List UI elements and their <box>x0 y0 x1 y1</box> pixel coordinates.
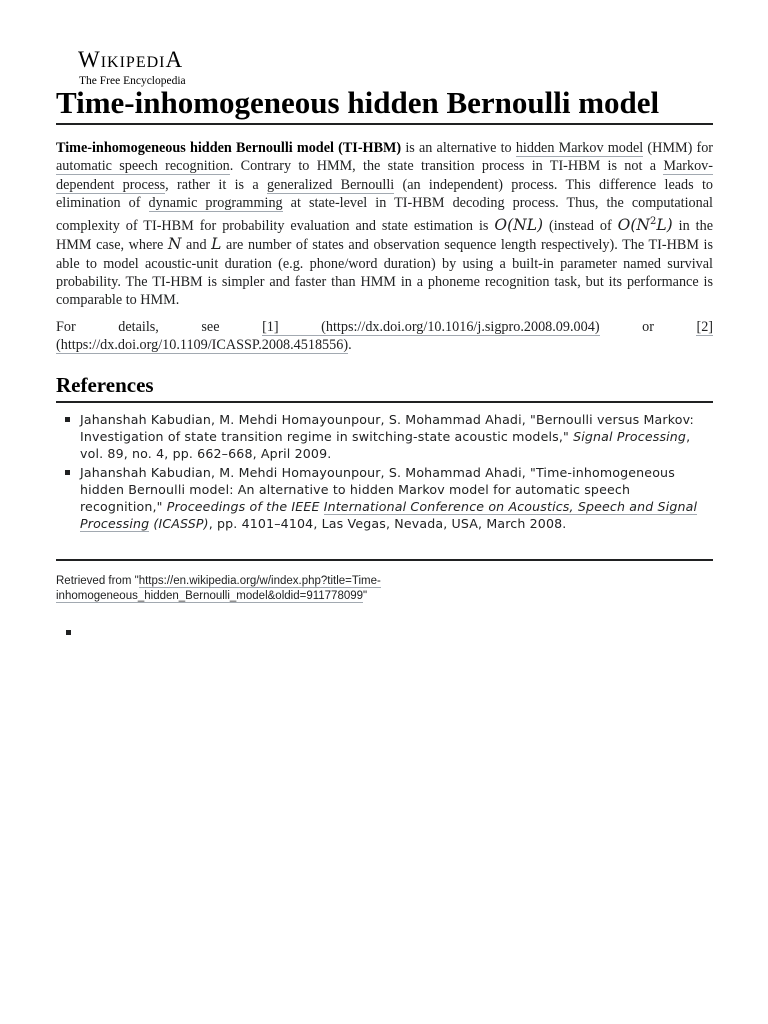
reference-item: Jahanshah Kabudian, M. Mehdi Homayounpour, S. Mohammad Ahadi, "Time-inhomogeneous hidden Bernoulli model: An alternative to hidden Markov model for automatic speech recognition," Proceedings of the IEEE International Conference on Acoustics, Speech and Signal Processing (ICASSP), pp. 4101–4104, Las Vegas, Nevada, USA, March 2008. <box>56 464 713 532</box>
bullet-icon <box>65 470 70 475</box>
link-generalized-bernoulli[interactable]: generalized Bernoulli <box>266 176 395 193</box>
link-automatic-speech-recognition[interactable]: automatic speech recognition <box>56 158 230 175</box>
article-term: Time-inhomogeneous hidden Bernoulli model (TI-HBM) <box>56 140 402 156</box>
details-ref2-link[interactable]: [2] (https://dx.doi.org/10.1109/ICASSP.2008.4518556) <box>56 319 714 354</box>
logo-tagline: The Free Encyclopedia <box>79 75 186 87</box>
bullet-icon <box>66 630 71 635</box>
link-markov-dependent-process[interactable]: Markov-dependent process <box>56 158 713 193</box>
link-dynamic-programming[interactable]: dynamic programming <box>148 195 283 212</box>
math-o-nl: O(NL) <box>494 215 544 234</box>
math-n: N <box>167 235 182 254</box>
references-list <box>56 411 713 534</box>
logo-wordmark: WIKIPEDIA <box>78 47 184 72</box>
details-ref1-link[interactable]: [1] (https://dx.doi.org/10.1016/j.sigpro.2008.09.004) <box>262 319 600 335</box>
reference-item: Jahanshah Kabudian, M. Mehdi Homayounpour, S. Mohammad Ahadi, "Bernoulli versus Markov: Investigation of state transition regime in switching-state acoustic models," Signal Processing, vol. 89, no. 4, pp. 662–668, April 2009. <box>56 411 713 462</box>
intro-paragraph: Time-inhomogeneous hidden Bernoulli model (TI-HBM) is an alternative to hidden Markov model (HMM) for automatic speech recognition. Contrary to HMM, the state transition process in TI-HBM is not a Markov-dependent process, rather it is a generalized Bernoulli (an independent) process. This difference leads to elimination of dynamic programming at state-level in TI-HBM decoding process. Thus, the computational complexity of TI-HBM for probability evaluation and state estimation is O(NL) (instead of $O(N^2L)$ in the HMM case, where N and L are number of states and observation sequence length respectively). The TI-HBM is able to model acoustic-unit duration (e.g. phone/word duration) by using a built-in parameter named survival probability. The TI-HBM is simpler and faster than HMM in a phoneme recognition task, but its performance is comparable to HMM. <box>56 140 714 309</box>
reference-journal: Signal Processing <box>573 429 687 444</box>
footer-divider <box>56 559 713 561</box>
retrieved-from: Retrieved from "https://en.wikipedia.org/w/index.php?title=Time-inhomogeneous_hidden_Bernoulli_model&oldid=911778099" <box>56 575 381 602</box>
math-o-n2l: $O(N^2L)$ <box>617 215 673 234</box>
wikipedia-logo[interactable] <box>78 48 238 87</box>
math-l: L <box>211 235 222 254</box>
reference-journal: Proceedings of the IEEE International Conference on Acoustics, Speech and Signal Processing (ICASSP) <box>80 499 698 531</box>
link-icassp[interactable]: International Conference on Acoustics, Speech and Signal Processing <box>80 499 698 531</box>
bullet-icon <box>65 417 70 422</box>
references-heading: References <box>56 372 713 403</box>
retrieved-url-link[interactable]: https://en.wikipedia.org/w/index.php?title=Time-inhomogeneous_hidden_Bernoulli_model&oldid=911778099 <box>56 575 381 602</box>
page-title: Time-inhomogeneous hidden Bernoulli model <box>56 84 713 125</box>
details-paragraph: For details, see [1] (https://dx.doi.org/10.1016/j.sigpro.2008.09.004) or [2] (https://dx.doi.org/10.1109/ICASSP.2008.4518556). <box>56 319 714 354</box>
link-hidden-markov-model[interactable]: hidden Markov model <box>515 140 644 156</box>
